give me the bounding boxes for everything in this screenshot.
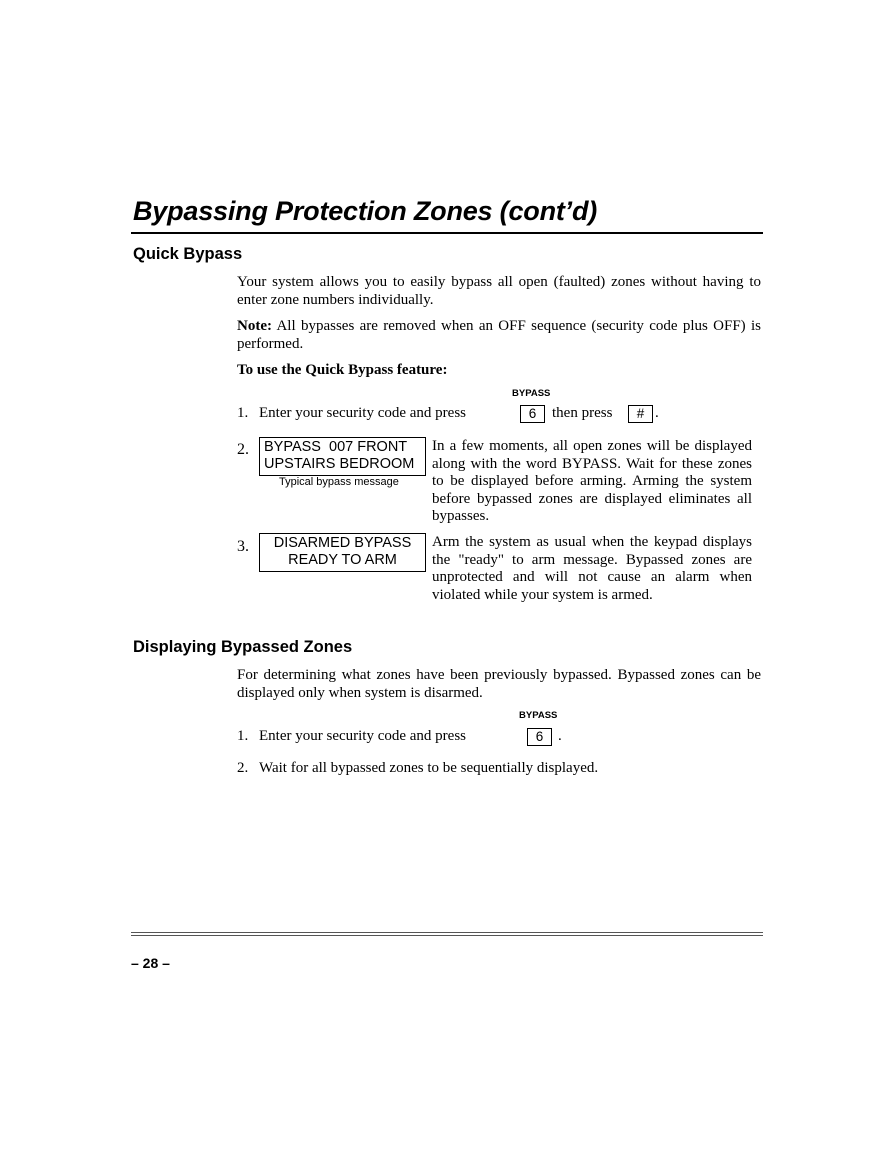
key-pound: #: [628, 405, 653, 423]
note-text: All bypasses are removed when an OFF sequence (security code plus OFF) is performed.: [237, 318, 761, 352]
display-line-2: UPSTAIRS BEDROOM: [264, 456, 415, 472]
displaying-bypassed-intro: For determining what zones have been previously bypassed. Bypassed zones can be displayed only when system is disarmed.: [237, 667, 761, 701]
db-step2-text: Wait for all bypassed zones to be sequentially displayed.: [259, 760, 599, 776]
qb-step1-then: then press: [552, 405, 613, 421]
quick-bypass-note: [237, 318, 761, 353]
page-title: Bypassing Protection Zones (cont’d): [133, 196, 598, 226]
db-step1-end: .: [558, 728, 562, 744]
title-rule: [131, 232, 763, 234]
page-number: – 28 –: [131, 955, 170, 971]
qb-step3-number: 3.: [237, 538, 249, 555]
display-caption: Typical bypass message: [279, 476, 399, 488]
procedure-heading: To use the Quick Bypass feature:: [237, 362, 448, 378]
qb-step2-number: 2.: [237, 441, 249, 458]
displaying-bypassed-heading: Displaying Bypassed Zones: [133, 638, 353, 656]
db-step1-text: Enter your security code and press: [259, 728, 467, 744]
display-line-2: READY TO ARM: [288, 552, 397, 568]
key-6-bypass: 6: [520, 405, 545, 423]
qb-step2-text: In a few moments, all open zones will be displayed along with the word BYPASS. Wait for these zones to be displayed before arming. Arming the system before bypassed zones are displayed eliminates all bypasses.: [432, 438, 752, 524]
bypass-display: [259, 437, 426, 476]
db-step1-number: 1.: [237, 728, 249, 744]
key-6-bypass: 6: [527, 728, 552, 746]
qb-step1-end: .: [655, 405, 659, 421]
display-line-1: BYPASS 007 FRONT: [264, 439, 408, 455]
qb-step1-text: Enter your security code and press: [259, 405, 467, 421]
quick-bypass-intro: Your system allows you to easily bypass all open (faulted) zones without having to enter zone numbers individually.: [237, 274, 761, 308]
ready-display: [259, 533, 426, 572]
quick-bypass-heading: Quick Bypass: [133, 245, 243, 263]
footer-rule: [131, 935, 763, 936]
footer-rule: [131, 932, 763, 933]
display-line-1: DISARMED BYPASS: [273, 535, 412, 551]
note-label: Note:: [237, 318, 272, 334]
db-step2-number: 2.: [237, 760, 249, 776]
bypass-key-caption: BYPASS: [519, 710, 558, 721]
qb-step3-text: Arm the system as usual when the keypad displays the "ready" to arm message. Bypassed zones are unprotected and will not cause an alarm when violated while your system is armed.: [432, 534, 752, 603]
qb-step1-number: 1.: [237, 405, 249, 421]
bypass-key-caption: BYPASS: [512, 388, 551, 399]
